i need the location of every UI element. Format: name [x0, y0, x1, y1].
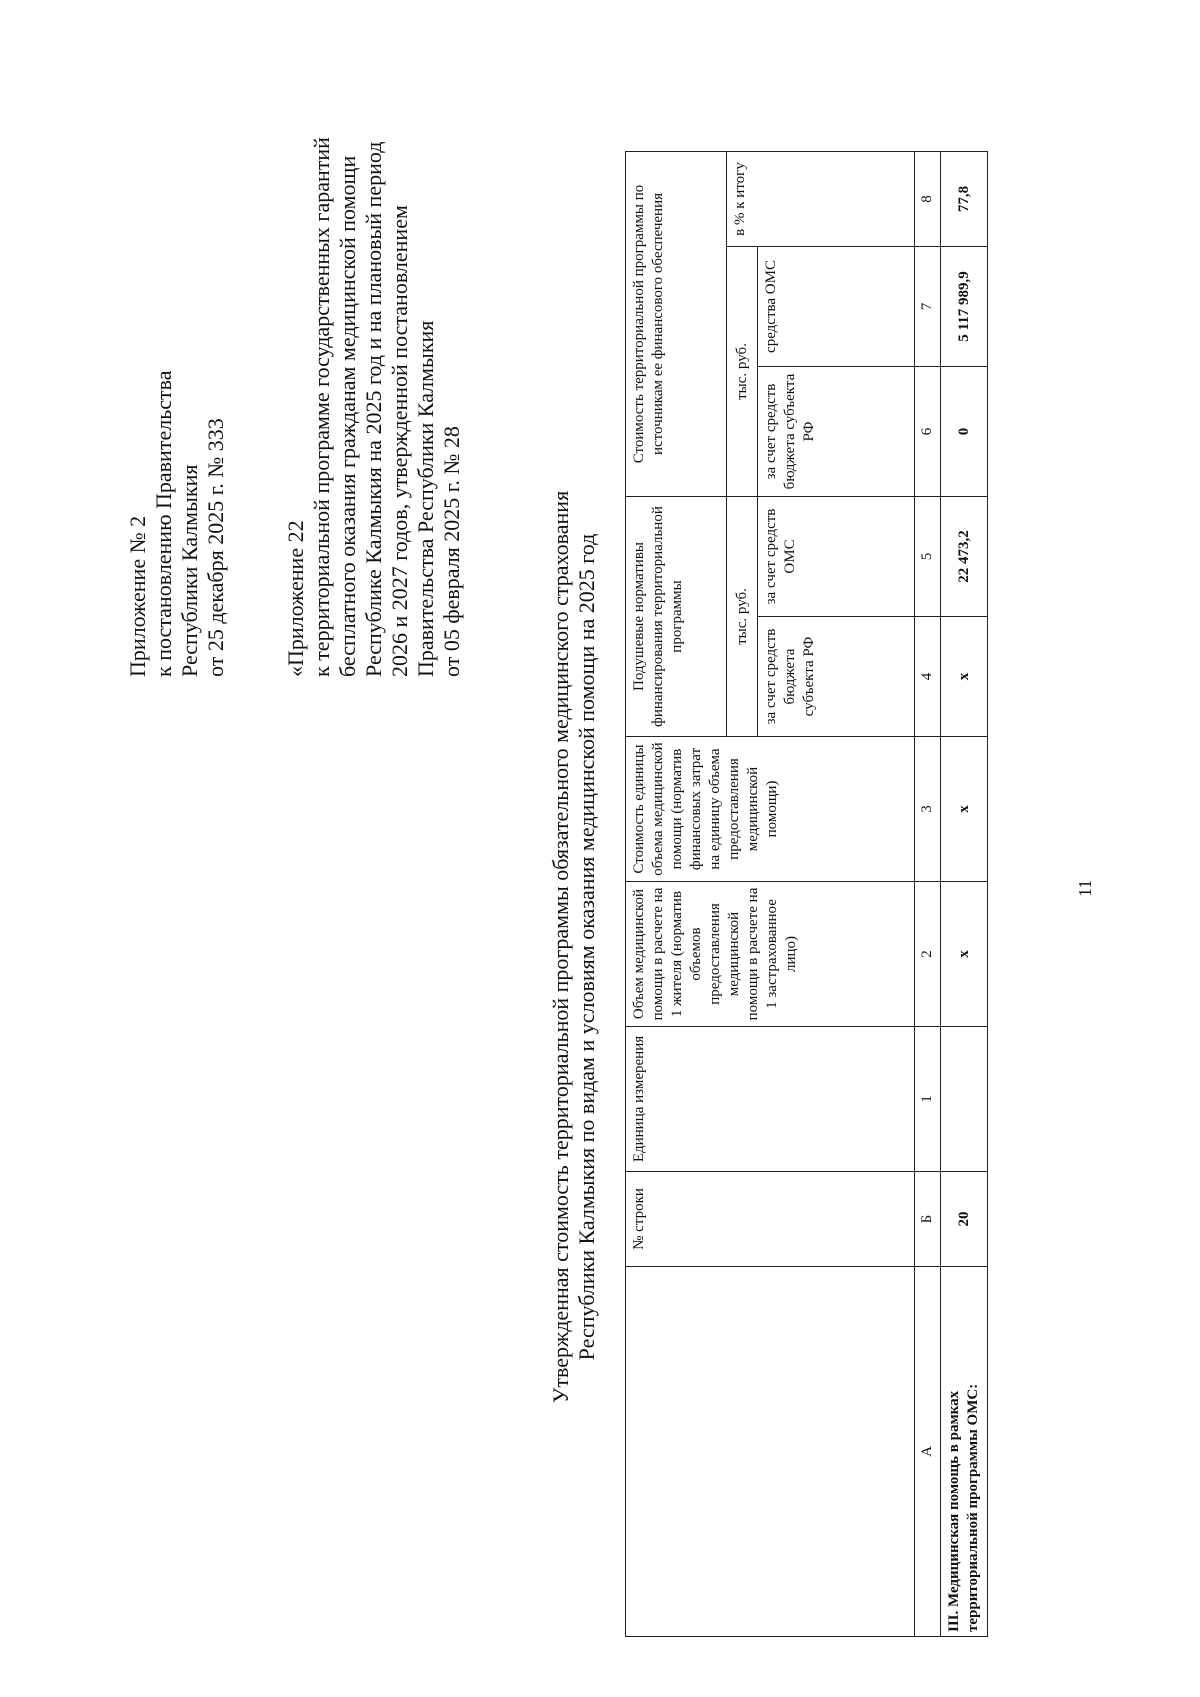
header-line: Приложение № 2 — [125, 515, 150, 677]
annex-line: Республике Калмыкия на 2025 год и на плановый период — [361, 141, 386, 677]
header-per-capita-oms: за счет средств ОМС — [758, 497, 915, 617]
index-cell: 6 — [915, 367, 941, 497]
header-cost-unit: тыс. руб. — [727, 247, 758, 497]
header-name — [626, 1267, 915, 1637]
row-cost-budget: 0 — [941, 367, 988, 497]
index-cell: 5 — [915, 497, 941, 617]
row-unit — [941, 1027, 988, 1172]
program-cost-table — [625, 151, 988, 1637]
header-cost: Стоимость территориальной программы по источникам ее финансового обеспечения — [626, 152, 727, 497]
index-cell: 8 — [915, 152, 941, 247]
annex-header — [283, 137, 465, 677]
header-cost-oms: средства ОМС — [758, 247, 915, 367]
header-cost-percent: в % к итогу — [727, 152, 915, 247]
index-cell: 2 — [915, 882, 941, 1027]
row-per-capita-budget: х — [941, 617, 988, 737]
index-cell: 4 — [915, 617, 941, 737]
title-line: Утвержденная стоимость территориальной программы обязательного медицинского страхования — [548, 490, 573, 1404]
title-line: Республики Калмыкия по видам и условиям оказания медицинской помощи на 2025 год — [574, 533, 599, 1361]
header-line: от 25 декабря 2025 г. № 333 — [203, 418, 228, 677]
header-volume: Объем медицинской помощи в расчете на 1 жителя (норматив объемов предоставления медицинской помощи в расчете на 1 застрахованное лицо) — [626, 882, 915, 1027]
index-cell: А — [915, 1267, 941, 1637]
index-cell: Б — [915, 1172, 941, 1267]
annex-line: бесплатного оказания гражданам медицинской помощи — [335, 155, 360, 677]
page-number: 11 — [1075, 879, 1095, 897]
resolution-header — [125, 371, 229, 677]
header-per-capita-budget: за счет средств бюджета субъекта РФ — [758, 617, 915, 737]
index-cell: 7 — [915, 247, 941, 367]
header-unit-cost: Стоимость единицы объема медицинской помощи (норматив финансовых затрат на единицу объема предоставления медицинской помощи) — [626, 737, 915, 882]
row-cost-oms: 5 117 989,9 — [941, 247, 988, 367]
annex-line: от 05 февраля 2025 г. № 28 — [439, 426, 464, 677]
header-per-capita: Подушевые нормативы финансирования территориальной программы — [626, 497, 727, 737]
annex-line: Правительства Республики Калмыкия — [413, 320, 438, 677]
row-name: III. Медицинская помощь в рамках территориальной программы ОМС: — [941, 1267, 988, 1637]
annex-line: 2026 и 2027 годов, утвержденной постановлением — [387, 205, 412, 677]
row-volume: х — [941, 882, 988, 1027]
header-unit: Единица измерения — [626, 1027, 915, 1172]
index-cell: 1 — [915, 1027, 941, 1172]
annex-line: к территориальной программе государственных гарантий — [309, 137, 334, 677]
document-title — [548, 327, 600, 1567]
header-line: к постановлению Правительства — [151, 370, 176, 677]
row-per-capita-oms: 22 473,2 — [941, 497, 988, 617]
header-per-capita-unit: тыс. руб. — [727, 497, 758, 737]
table-row — [941, 152, 988, 1637]
annex-line: «Приложение 22 — [283, 520, 308, 677]
header-row-no: № строки — [626, 1172, 915, 1267]
row-unit-cost: х — [941, 737, 988, 882]
row-no: 20 — [941, 1172, 988, 1267]
index-cell: 3 — [915, 737, 941, 882]
header-cost-budget: за счет средств бюджета субъекта РФ — [758, 367, 915, 497]
row-cost-percent: 77,8 — [941, 152, 988, 247]
header-line: Республики Калмыкия — [177, 464, 202, 677]
index-row — [915, 152, 941, 1637]
